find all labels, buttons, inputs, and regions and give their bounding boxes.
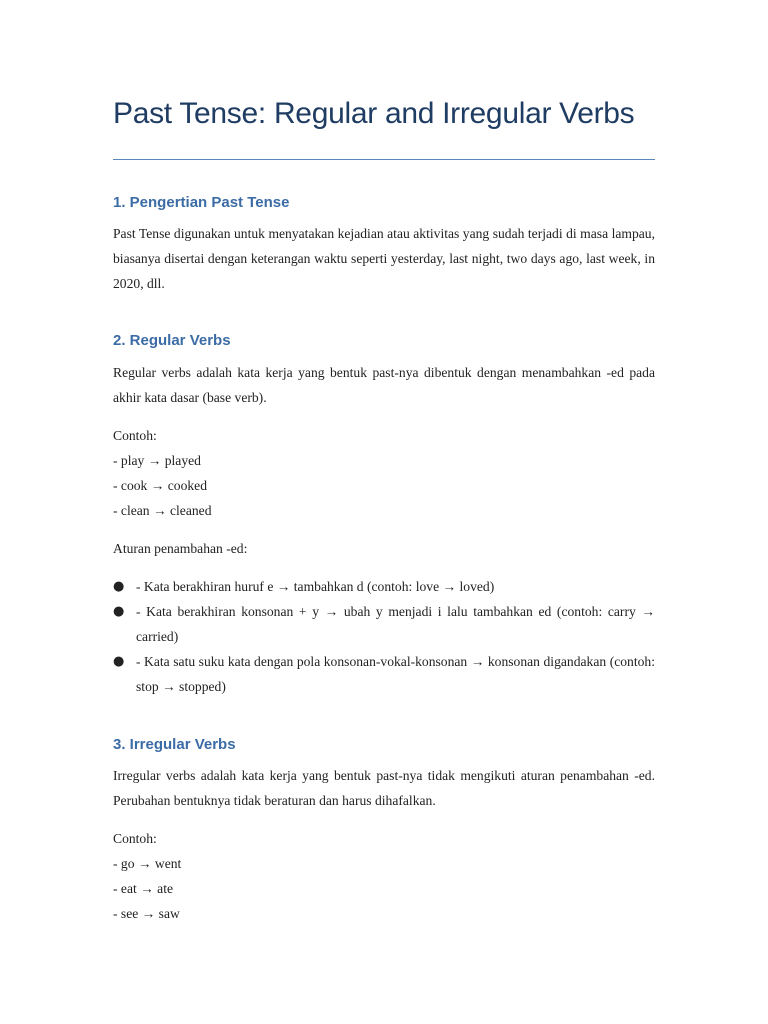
section-2-example-item: - play → played: [113, 453, 201, 468]
section-2-heading: 2. Regular Verbs: [113, 332, 231, 349]
page-title: Past Tense: Regular and Irregular Verbs: [113, 97, 635, 130]
section-3-examples-label: Contoh:: [113, 831, 157, 846]
rule-list-item: [113, 599, 655, 649]
section-3-example-item: - go → went: [113, 856, 182, 871]
bullet-icon: ●: [113, 579, 125, 594]
section-3-example-item: - see → saw: [113, 906, 180, 921]
rule-list-item-text: - Kata satu suku kata dengan pola konsonan-vokal-konsonan → konsonan digandakan (contoh: stop → stopped): [136, 654, 655, 694]
section-2-rules-label: Aturan penambahan -ed:: [113, 541, 248, 556]
rule-list-item: [113, 649, 655, 699]
section-3-example-item: - eat → ate: [113, 881, 174, 896]
section-2-example-item: - clean → cleaned: [113, 503, 212, 518]
rule-list-item-text: - Kata berakhiran huruf e → tambahkan d (contoh: love → loved): [136, 579, 495, 594]
rule-list-item-text: - Kata berakhiran konsonan + y → ubah y menjadi i lalu tambahkan ed (contoh: carry → carried): [136, 604, 655, 644]
section-1-paragraph: Past Tense digunakan untuk menyatakan kejadian atau aktivitas yang sudah terjadi di masa lampau, biasanya disertai dengan keterangan waktu seperti yesterday, last night, two days ago, last week, in 2020, dll.: [113, 226, 655, 291]
section-2-examples-label: Contoh:: [113, 428, 157, 443]
rule-list-item: [113, 574, 655, 599]
section-2-paragraph: Regular verbs adalah kata kerja yang bentuk past-nya dibentuk dengan menambahkan -ed pada akhir kata dasar (base verb).: [113, 365, 655, 405]
section-1-heading: 1. Pengertian Past Tense: [113, 194, 290, 211]
bullet-icon: ●: [113, 654, 125, 669]
section-2-example-item: - cook → cooked: [113, 478, 207, 493]
bullet-icon: ●: [113, 604, 125, 619]
title-divider: [113, 159, 655, 160]
section-3-paragraph: Irregular verbs adalah kata kerja yang bentuk past-nya tidak mengikuti aturan penambahan -ed. Perubahan bentuknya tidak beraturan dan harus dihafalkan.: [113, 768, 655, 808]
section-3-heading: 3. Irregular Verbs: [113, 736, 236, 753]
